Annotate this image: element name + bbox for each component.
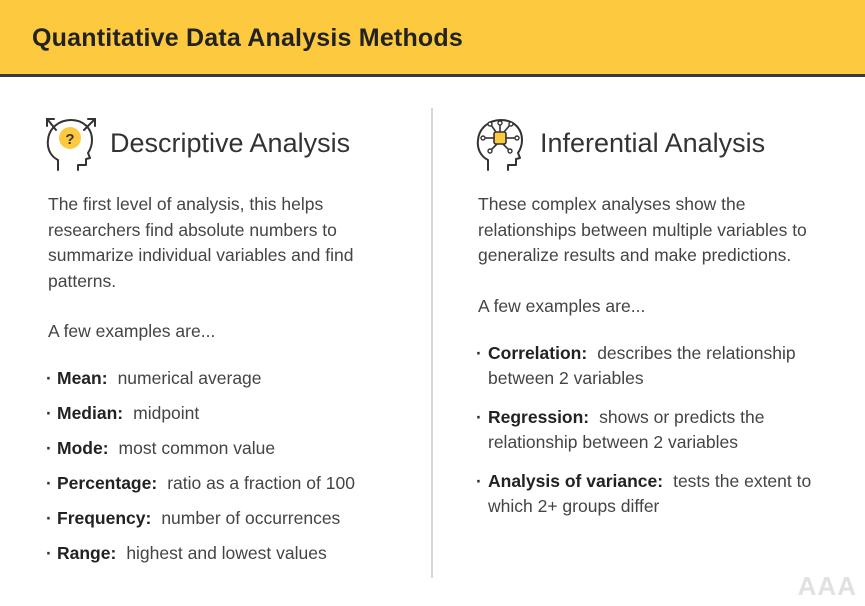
page-title: Quantitative Data Analysis Methods: [32, 24, 463, 52]
inferential-intro: A few examples are...: [478, 295, 646, 316]
list-item: · Range: highest and lowest values: [46, 543, 327, 563]
watermark-logo: AAA: [797, 571, 857, 601]
inferential-header: [474, 110, 834, 178]
list-item: · Regression: shows or predicts the relationship between 2 variables: [476, 406, 765, 452]
column-divider: [431, 108, 433, 578]
descriptive-column: [44, 110, 414, 576]
descriptive-intro: A few examples are...: [48, 321, 216, 341]
list-item: · Median: midpoint: [46, 403, 200, 423]
descriptive-title: Descriptive Analysis: [110, 128, 351, 158]
list-item: · Analysis of variance: tests the extent to which 2+ groups differ: [476, 470, 812, 516]
head-question-icon: [44, 116, 98, 174]
inferential-column: [474, 110, 834, 533]
descriptive-description: The first level of analysis, this helps researchers find absolute numbers to summarize individual variables and find patterns.: [48, 194, 354, 291]
list-item: · Mode: most common value: [46, 438, 276, 458]
list-item: · Frequency: number of occurrences: [46, 508, 341, 528]
descriptive-header: [44, 110, 414, 178]
svg-text:?: ?: [65, 131, 75, 148]
list-item: · Percentage: ratio as a fraction of 100: [46, 473, 355, 493]
inferential-description: These complex analyses show the relationships between multiple variables to generalize results and make predictions.: [478, 194, 807, 265]
head-circuit-icon: [474, 116, 528, 174]
inferential-list: [474, 341, 834, 520]
header-bar: [0, 0, 865, 77]
inferential-title: Inferential Analysis: [540, 128, 766, 158]
descriptive-list: [44, 366, 414, 567]
list-item: · Correlation: describes the relationship between 2 variables: [476, 342, 796, 388]
list-item: · Mean: numerical average: [46, 368, 262, 388]
